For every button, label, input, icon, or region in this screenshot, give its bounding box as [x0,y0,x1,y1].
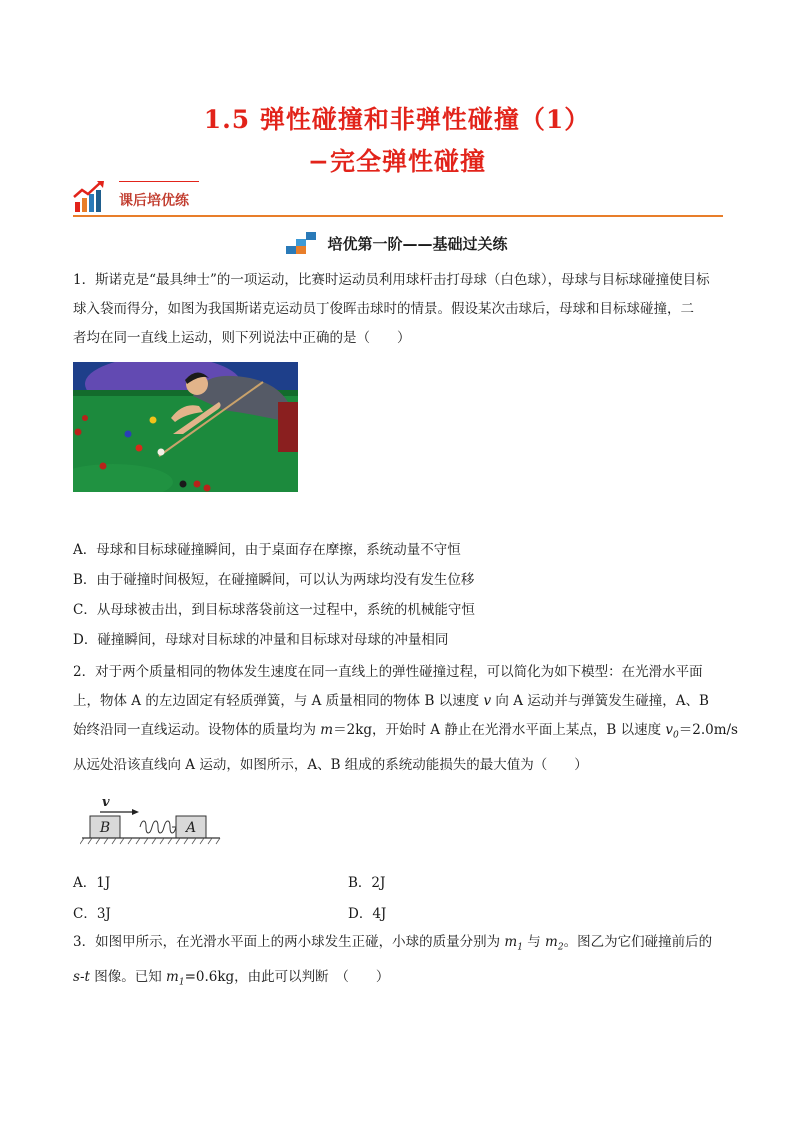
q3-s-symbol: s [73,968,80,985]
q2-line-2 [73,687,723,716]
stairs-icon [286,232,318,254]
q2-mass-symbol: m [320,722,334,738]
q2-option-b[interactable]: B．2J [348,875,386,891]
q3-m1-symbol: m [504,934,518,950]
q2-option-c[interactable]: C．3J [73,906,111,922]
section-header [73,180,723,216]
q2-line-3 [73,716,738,751]
spring-block-diagram [80,792,222,848]
q2-option-a[interactable]: A．1J [73,875,111,891]
q2-line-4: 从远处沿该直线向 A 运动，如图所示，A、B 组成的系统动能损失的最大值为（ ） [73,756,588,773]
q2-line-3c: ＝2.0m/s [678,722,738,738]
bar-chart-arrow-icon [73,180,107,214]
q1-option-a[interactable]: A．母球和目标球碰撞瞬间，由于桌面存在摩擦，系统动量不守恒 [73,542,461,558]
q3-line-1 [73,928,723,963]
q3-m1-symbol-2: m [166,968,179,985]
q3-m1-subscript: 1 [517,942,523,953]
q1-line-2: 球入袋而得分，如图为我国斯诺克运动员丁俊晖击球时的情景。假设某次击球后，母球和目标球碰撞，二 [73,301,694,317]
q2-velocity-symbol: v [483,693,492,709]
q3-t-symbol: t [84,968,90,985]
q2-line-3b: ＝2kg，开始时 A 静止在光滑水平面上某点，B 以速度 [333,722,666,738]
q3-line-2a: 图像。已知 [89,968,167,985]
q1-line-3: 者均在同一直线上运动，则下列说法中正确的是（ ） [73,330,411,346]
q3-line-1b: 与 [522,934,546,950]
q1-option-c[interactable]: C．从母球被击出，到目标球落袋前这一过程中，系统的机械能守恒 [73,602,475,618]
section-topline [119,181,199,182]
question-3-stem [73,928,723,997]
page-title: 1.5 弹性碰撞和非弹性碰撞（1） [203,105,591,134]
q1-line-1: 1．斯诺克是“最具绅士”的一项运动，比赛时运动员利用球杆击打母球（白色球），母球与目标球碰撞使目标 [73,272,710,288]
block-b-label: B [99,820,111,836]
diagram-v-label: v [102,795,110,810]
q1-option-d[interactable]: D．碰撞瞬间，母球对目标球的冲量和目标球对母球的冲量相同 [73,632,449,648]
q3-m2-symbol: m [545,934,558,950]
q3-line-1a: 3．如图甲所示，在光滑水平面上的两小球发生正碰，小球的质量分别为 [73,934,505,950]
stage-heading [0,232,794,254]
question-1-stem [73,266,723,353]
block-a-label: A [185,820,197,836]
section-divider [73,215,723,217]
q3-dash: - [79,968,85,985]
q3-m2-subscript: 2 [557,942,564,953]
q2-line-2a: 上，物体 A 的左边固定有轻质弹簧，与 A 质量相同的物体 B 以速度 [73,693,484,709]
q3-line-2 [73,963,723,998]
question-2-stem [73,658,738,780]
stage-label: 培优第一阶——基础过关练 [327,234,508,253]
page-subtitle: −完全弹性碰撞 [308,147,486,176]
q2-line-3a: 始终沿同一直线运动。设物体的质量均为 [73,722,321,738]
q3-m1-subscript-2: 1 [178,977,185,988]
section-label: 课后培优练 [119,193,189,209]
q3-line-1c: 。图乙为它们碰撞前后的 [563,934,713,950]
q2-line-2b: 向 A 运动并与弹簧发生碰撞，A、B [491,693,709,709]
q2-v0-symbol: v [665,722,673,738]
snooker-photo [73,362,298,492]
q2-option-d[interactable]: D．4J [348,906,387,922]
q2-v0-subscript: 0 [673,730,679,741]
q1-option-b[interactable]: B．由于碰撞时间极短，在碰撞瞬间，可以认为两球均没有发生位移 [73,572,475,588]
q2-line-1: 2．对于两个质量相同的物体发生速度在同一直线上的弹性碰撞过程，可以简化为如下模型：在光滑水平面 [73,664,703,680]
q3-line-2b: =0.6kg，由此可以判断 （ ） [184,968,390,985]
